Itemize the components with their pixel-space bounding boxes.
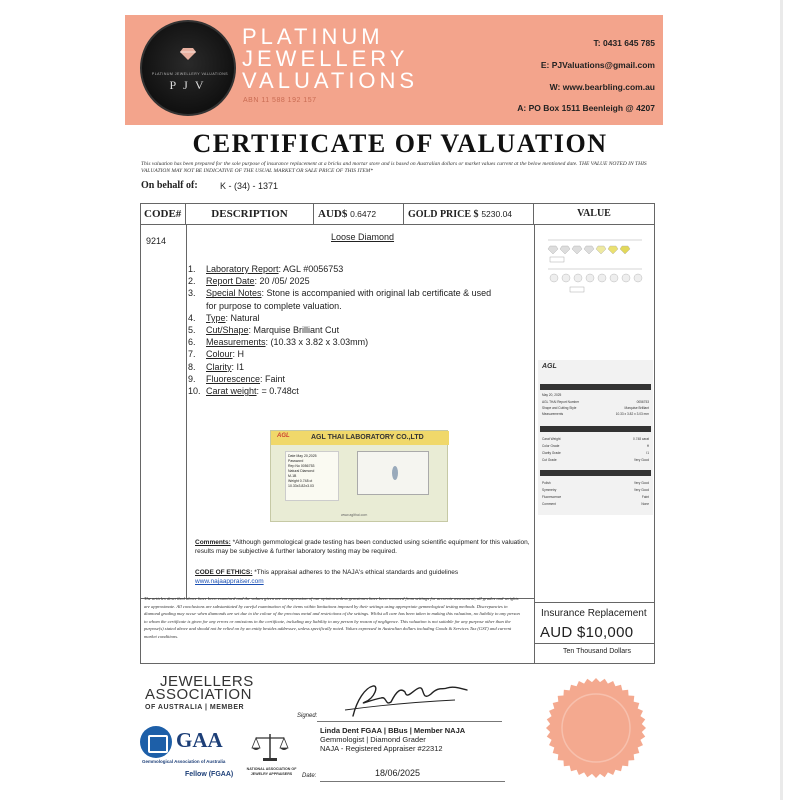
comments-text: *Although gemmological grade testing has been conducted using scientific equipment for this valuation, results may be subjective & further laboratory testing may be required. <box>195 539 530 555</box>
report-row-value: Very Good <box>633 488 649 492</box>
ja-logo-line-2: ASSOCIATION <box>145 686 252 703</box>
report-section-bar <box>540 470 651 476</box>
spec-number <box>188 300 206 312</box>
lab-card-line: 10.33x3.82x3.03 <box>288 484 314 488</box>
report-row-label: Cut Grade <box>542 458 557 462</box>
report-row-label: Shape and Cutting Style <box>542 406 577 410</box>
report-row-label: Clarity Grade <box>542 451 561 455</box>
ethics-block <box>195 568 535 586</box>
spec-number: 1. <box>188 264 196 274</box>
date-label: Date: <box>302 773 317 779</box>
description-header: DESCRIPTION <box>186 204 314 224</box>
spec-number: 10. <box>188 386 201 397</box>
spec-value: : Stone is accompanied with original lab certificate & used <box>261 288 492 299</box>
report-row-label: Fluorescence <box>542 495 562 499</box>
value-header: VALUE <box>577 208 611 219</box>
date-line <box>320 781 505 782</box>
spec-key: Laboratory Report <box>206 264 279 274</box>
spec-row <box>188 312 528 324</box>
contact-email: E: PJValuations@gmail.com <box>540 60 655 70</box>
report-row-value: Very Good <box>633 458 649 462</box>
disclaimer-text: The articles described above have been examined and the values given are an expression of our opinion unless gemstones have been removed from settings for accurate assessment, all grades and weights are approximate. All conclusions are substantiated by careful examination of the items within limitations imposed by their settings using appropriate gemmological testing methods. Discrepancies in diamond grading may occur when diamonds are set due to the colour of the precious metal and restrictions of the settings. Whilst all care has been taken in making this valuation, no liability to any person to whom the certificate is given for any errors or omissions in the certificate, including any liability to any person by reason of negligence. This valuation is not suitable for any purpose other than the purpose(s) stated above and should not be relied on by an entity besides addressee, unless specifically noted. Values expressed in Australian dollars including Goods & Services Tax (GST) and current market conditions. <box>144 596 520 639</box>
embossed-seal-icon <box>540 672 652 784</box>
document-title: CERTIFICATE OF VALUATION <box>192 129 608 158</box>
spec-value: : Natural <box>225 312 260 323</box>
code-column-divider <box>186 224 187 598</box>
logo-initials: PJV <box>169 78 211 92</box>
diamond-stone-icon <box>392 466 398 480</box>
company-logo <box>140 20 236 116</box>
report-row-label: Polish <box>542 481 551 485</box>
naja-scales-icon <box>250 732 290 762</box>
lab-card-name: AGL THAI LABORATORY CO.,LTD <box>311 434 424 441</box>
company-line-2: JEWELLERY <box>242 46 409 71</box>
spec-row <box>188 300 528 312</box>
spec-number: 9. <box>188 373 196 384</box>
aud-rate-cell <box>314 204 404 224</box>
gaa-fellow: Fellow (FGAA) <box>185 771 234 778</box>
naja-subtitle: NATIONAL ASSOCIATION OF JEWELRY APPRAISERS <box>246 767 297 776</box>
spec-key: Report Date <box>206 276 255 287</box>
diamond-icon <box>180 48 196 60</box>
gold-value: 5230.04 <box>481 209 513 219</box>
ethics-text: *This appraisal adheres to the NAJA's ethical standards and guidelines <box>252 569 459 576</box>
company-line-3: VALUATIONS <box>242 68 419 93</box>
spec-number: 5. <box>188 325 196 336</box>
spec-row <box>188 361 528 373</box>
spec-key: Carat weight <box>206 386 257 397</box>
spec-key: Clarity <box>206 361 232 372</box>
insurance-label: Insurance Replacement <box>541 608 647 619</box>
lab-card-info <box>285 451 339 501</box>
aud-label: AUD$ <box>318 208 348 220</box>
comments-label: Comments: <box>195 539 231 546</box>
spec-key: Colour <box>206 349 233 360</box>
spec-number: 3. <box>188 288 196 299</box>
spec-value: : = 0.748ct <box>256 386 299 397</box>
appraiser-role: Gemmologist | Diamond Grader <box>320 735 426 744</box>
report-row-label: Comment <box>542 502 556 506</box>
spec-value: : H <box>232 349 245 360</box>
report-row-label: Carat Weight <box>542 437 561 441</box>
spec-value: : AGL #0056753 <box>278 264 344 274</box>
spec-row <box>188 336 528 348</box>
abn-number: ABN 11 588 192 157 <box>243 97 317 104</box>
spec-number: 2. <box>188 276 196 287</box>
lab-card-logo: AGL <box>277 433 290 439</box>
intro-text: This valuation has been prepared for the sole purpose of insurance replacement at a bricks and mortar store and is based on Australian dollars or market values current at the below mentioned date. THE VALUE NOTED IN THIS VALUATION MAY NOT BE INDICATIVE OF THE USUAL MARKET OR SALE PRICE OF THIS ITEM* <box>141 161 647 174</box>
report-row-label: AGL THAI Report Number <box>542 400 580 404</box>
contact-phone: T: 0431 645 785 <box>593 38 655 48</box>
spec-value: : 20 /05/ 2025 <box>254 276 310 287</box>
spec-value: : Faint <box>260 373 286 384</box>
gaa-subtitle: Gemmological Association of Australia <box>142 759 226 764</box>
report-row-value: 0056753 <box>636 400 649 404</box>
code-header: CODE# <box>141 204 186 224</box>
gaa-logo-text: GAA <box>176 728 223 752</box>
spec-number: 8. <box>188 361 196 372</box>
aud-value: 0.6472 <box>350 209 377 219</box>
report-section-bar <box>540 426 651 432</box>
contact-website: W: www.bearbling.com.au <box>549 82 655 92</box>
spec-row <box>188 373 528 385</box>
report-row-value: 10.33 x 3.82 x 3.03 mm <box>615 412 649 416</box>
naja-link[interactable]: www.najaappraiser.com <box>195 578 264 585</box>
spec-row <box>188 385 528 397</box>
spec-value: : (10.33 x 3.82 x 3.03mm) <box>265 337 369 348</box>
report-row-value: Faint <box>641 495 649 499</box>
lab-card-line: Natural Diamond <box>288 469 315 473</box>
appraiser-name: Linda Dent FGAA | BBus | Member NAJA <box>320 726 466 735</box>
page-edge <box>780 0 783 800</box>
behalf-value: K - (34) - 1371 <box>220 181 279 191</box>
spec-value: : Marquise Brilliant Cut <box>248 325 340 336</box>
spec-row <box>188 287 528 299</box>
lab-card-image <box>270 430 448 522</box>
grading-scale-chart <box>540 236 650 296</box>
report-row-value: 0.748 carat <box>633 437 649 441</box>
spec-key: Measurements <box>206 337 266 348</box>
lab-card-line: Weight 0.748 ct <box>288 479 313 483</box>
report-row-value: Marquise Brilliant <box>624 406 649 410</box>
report-row-label: Color Grade <box>542 444 560 448</box>
comments-block <box>195 538 535 556</box>
lab-card-line: Date May 20,2025 <box>288 454 317 458</box>
report-section-bar <box>540 384 651 390</box>
spec-value: for purpose to complete valuation. <box>206 300 342 311</box>
spec-key: Special Notes <box>206 288 262 299</box>
item-code: 9214 <box>146 236 167 246</box>
company-name <box>242 26 418 92</box>
company-line-1: PLATINUM <box>242 24 384 49</box>
report-row-label: Symmetry <box>542 488 557 492</box>
ethics-label: CODE OF ETHICS: <box>195 569 253 576</box>
signature-line <box>317 721 502 722</box>
lab-card-url: www.aglthai.com <box>341 513 368 517</box>
logo-small-text: PLATINUM JEWELLERY VALUATIONS <box>151 72 229 76</box>
handwritten-signature <box>335 680 480 720</box>
lab-card-line: Password <box>288 459 304 463</box>
spec-list <box>188 263 528 397</box>
gold-label: GOLD PRICE $ <box>408 209 479 220</box>
behalf-label: On behalf of: <box>141 180 198 191</box>
lab-card-line: Rep No 0056753 <box>288 464 315 468</box>
report-row-value: I1 <box>646 451 649 455</box>
header-divider <box>141 224 654 225</box>
spec-row <box>188 348 528 360</box>
spec-row <box>188 324 528 336</box>
appraiser-registration: NAJA - Registered Appraiser #22312 <box>320 744 443 753</box>
contact-address: A: PO Box 1511 Beenleigh @ 4207 <box>517 103 655 113</box>
ja-logo-line-1: JEWELLERS <box>160 673 254 690</box>
insurance-value: AUD $10,000 <box>540 624 634 641</box>
item-title: Loose Diamond <box>331 232 395 242</box>
report-date: May 20, 2025 <box>542 393 562 397</box>
gaa-emblem-icon <box>140 726 172 758</box>
report-row-value: Very Good <box>633 481 649 485</box>
insurance-top-line <box>534 602 655 603</box>
report-row-value: None <box>641 502 649 506</box>
report-logo: AGL <box>542 363 557 370</box>
spec-key: Cut/Shape <box>206 325 249 336</box>
report-row-value: H <box>646 444 649 448</box>
signed-label: Signed: <box>297 713 318 719</box>
date-value: 18/06/2025 <box>375 768 421 778</box>
spec-number: 4. <box>188 312 196 323</box>
report-row-label: Measurements <box>542 412 564 416</box>
spec-key: Fluorescence <box>206 373 261 384</box>
lab-report-image <box>538 360 653 515</box>
ja-logo-line-3: OF AUSTRALIA | MEMBER <box>145 704 245 711</box>
spec-row <box>188 275 528 287</box>
insurance-value-words: Ten Thousand Dollars <box>563 648 631 655</box>
spec-value: : I1 <box>231 361 245 372</box>
lab-card-window <box>357 451 429 495</box>
spec-number: 6. <box>188 337 196 348</box>
spec-row <box>188 263 528 275</box>
insurance-bottom-line <box>534 643 655 644</box>
spec-number: 7. <box>188 349 196 360</box>
lab-card-line: M-1B <box>288 474 297 478</box>
gold-price-cell <box>404 204 534 224</box>
spec-key: Type <box>206 312 226 323</box>
